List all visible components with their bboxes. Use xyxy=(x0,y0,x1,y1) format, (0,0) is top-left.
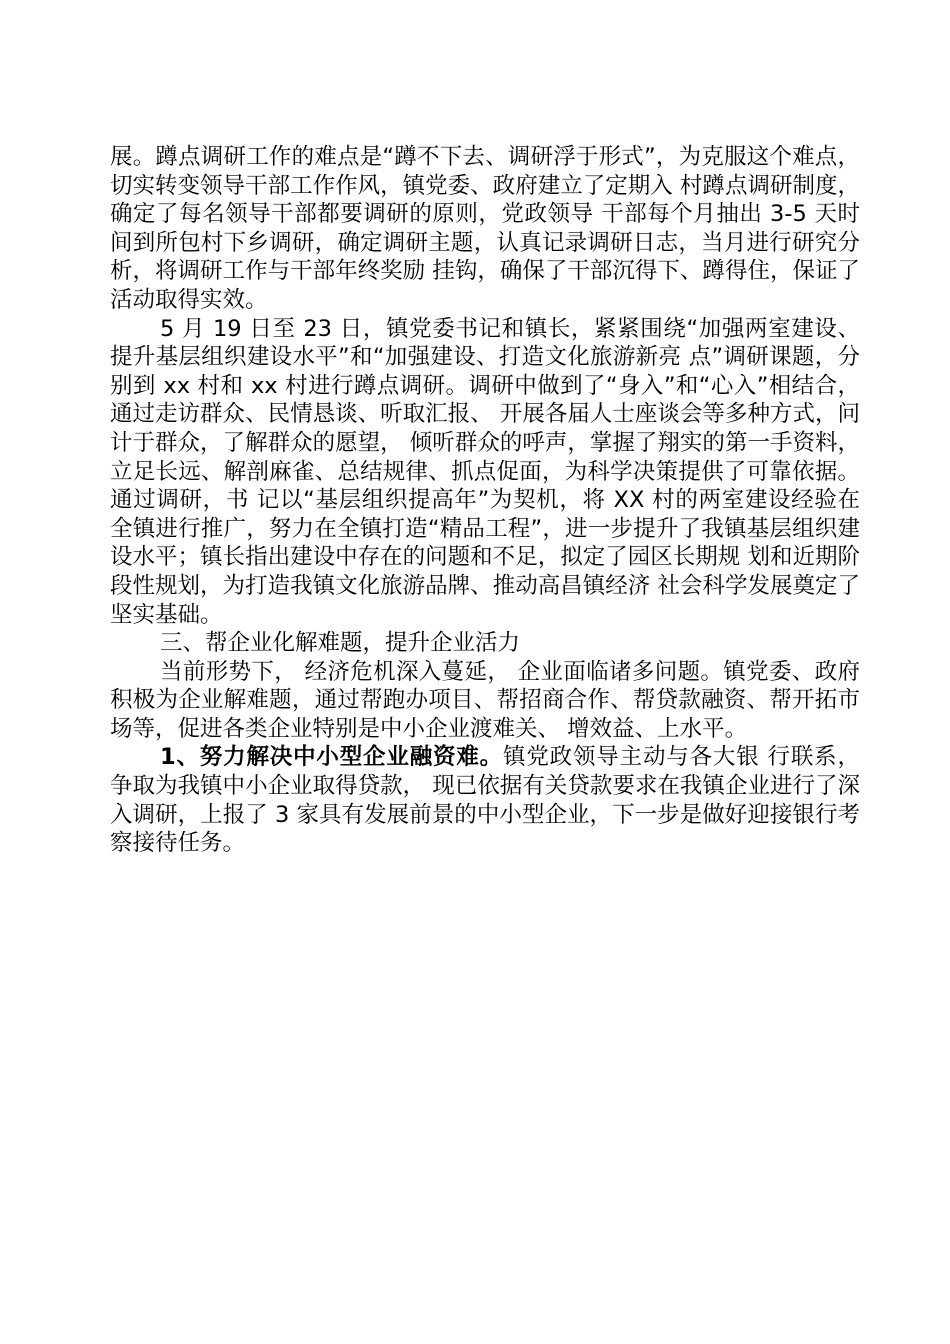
document-body xyxy=(110,143,860,858)
section-heading: 三、帮企业化解难题，提升企业活力 xyxy=(160,630,521,657)
paragraph-enterprise-support: 当前形势下， 经济危机深入蔓延， 企业面临诸多问题。镇党委、政府积极为企业解难题，通过帮跑办项目、帮招商合作、帮贷款融资、帮开拓市场等，促进各类企业特别是中小企业渡难关、 增效益、上水平。 xyxy=(110,658,860,742)
paragraph-financing xyxy=(110,743,860,857)
paragraph-financing-text: 镇党政领导主动与各大银 行联系， 争取为我镇中小企业取得贷款， 现已依据有关贷款要求在我镇企业进行了深入调研，上报了 3 家具有发展前景的中小型企业，下一步是做好迎接银行考察接待任务。 xyxy=(110,744,860,857)
paragraph-lead-bold: 1、努力解决中小型企业融资难。 xyxy=(160,744,503,771)
paragraph-research-visit: 5 月 19 日至 23 日，镇党委书记和镇长，紧紧围绕“加强两室建设、提升基层组织建设水平”和“加强建设、打造文化旅游新亮 点”调研课题，分别到 xx 村和 xx 村进行蹲点调研。调研中做到了“身入”和“心入”相结合，通过走访群众、民情恳谈、听取汇报、 开展各届人士座谈会等多种方式，问计于群众，了解群众的愿望， 倾听群众的呼声，掌握了翔实的第一手资料，立足长远、解剖麻雀、总结规律、抓点促面，为科学决策提供了可靠依据。通过调研，书 记以“基层组织提高年”为契机，将 XX 村的两室建设经验在全镇进行推广，努力在全镇打造“精品工程”，进一步提升了我镇基层组织建设水平；镇长指出建设中存在的问题和不足，拟定了园区长期规 划和近期阶段性规划，为打造我镇文化旅游品牌、推动高昌镇经济 社会科学发展奠定了坚实基础。 xyxy=(110,315,860,628)
paragraph-continuation: 展。蹲点调研工作的难点是“蹲不下去、调研浮于形式”，为克服这个难点，切实转变领导干部工作作风，镇党委、政府建立了定期入 村蹲点调研制度，确定了每名领导干部都要调研的原则，党政领导 干部每个月抽出 3-5 天时间到所包村下乡调研，确定调研主题，认真记录调研日志，当月进行研究分析，将调研工作与干部年终奖励 挂钩，确保了干部沉得下、蹲得住，保证了活动取得实效。 xyxy=(110,144,860,313)
